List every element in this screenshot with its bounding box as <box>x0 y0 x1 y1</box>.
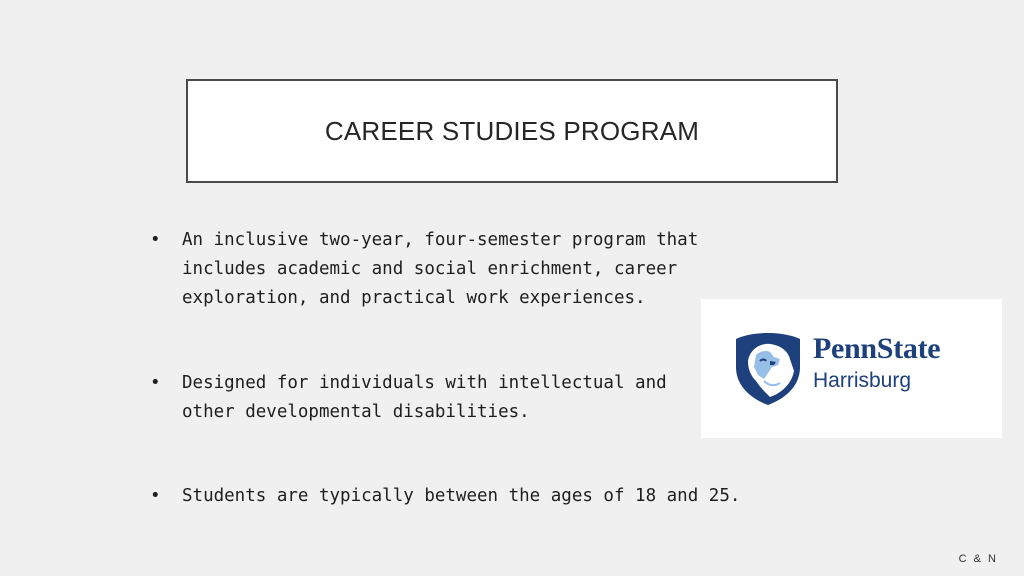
logo-name: PennState <box>813 332 941 365</box>
bullet-marker: • <box>150 373 161 393</box>
logo-campus: Harrisburg <box>813 369 912 392</box>
bullet-text: Designed for individuals with intellectual and other developmental disabilities. <box>182 373 667 422</box>
bullet-item <box>150 369 770 427</box>
footer-text: C & N <box>958 553 998 565</box>
bullet-text: An inclusive two-year, four-semester program that includes academic and social enrichment, career exploration, and practical work experiences. <box>182 230 699 308</box>
penn-state-logo <box>701 299 1002 438</box>
nittany-lion-shield-icon <box>734 331 802 407</box>
bullet-text: Students are typically between the ages of 18 and 25. <box>182 486 741 506</box>
bullet-marker: • <box>150 486 161 506</box>
bullet-item <box>150 226 770 313</box>
title-box <box>186 79 838 183</box>
bullet-marker: • <box>150 230 161 250</box>
page-title: CAREER STUDIES PROGRAM <box>324 115 700 146</box>
bullet-item <box>150 482 770 511</box>
